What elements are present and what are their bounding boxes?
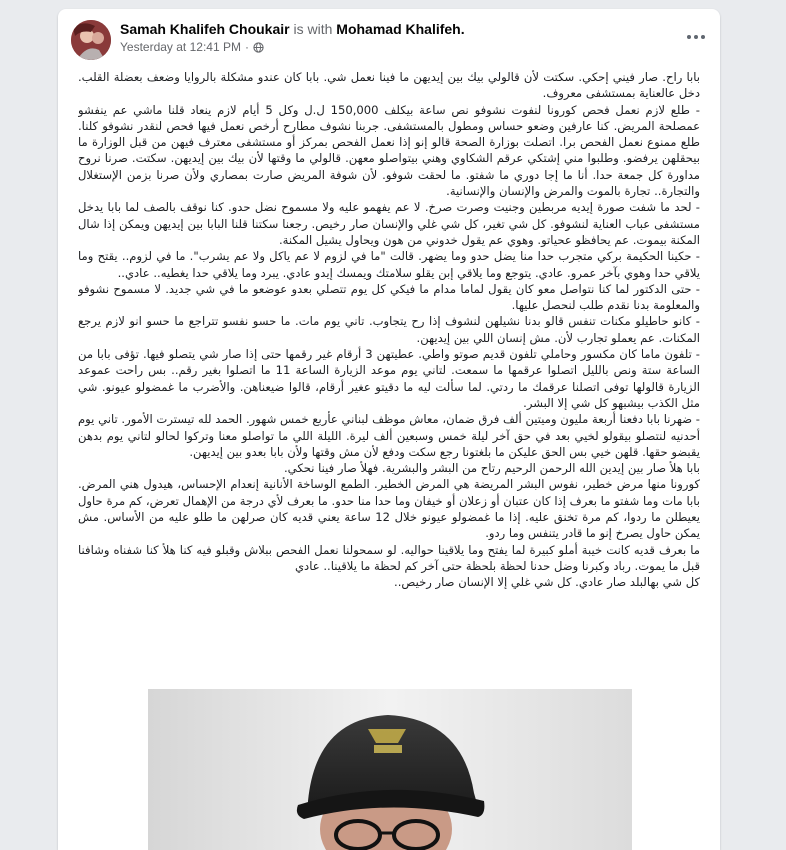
post-meta — [120, 40, 264, 54]
with-text: is with — [293, 21, 333, 37]
post-paragraph: - كانو حاطيلو مكنات تنفس قالو بدنا نشيلهن لنشوف إذا رح يتجاوب. تاني يوم مات. ما حسو نفسو تتراجع ما حسو انو لازم يرجع المكنات. عم يعملو تجارب لأن. مش إنسان اللي بين إيديهن. — [78, 314, 700, 345]
avatar-image — [71, 20, 111, 60]
post-paragraph: بابا راح. صار فيني إحكي. سكتت لأن قالولي بيك بين إيديهن ما فينا نعمل شي. بابا كان عندو مشكلة بالروايا وضعف بعضلة القلب. دخل عالعناية بمستشفى معروف. — [78, 70, 700, 101]
photo-image — [148, 689, 632, 850]
author-name[interactable]: Samah Khalifeh Choukair — [120, 21, 290, 37]
post-paragraph: - حتى الدكتور لما كنا نتواصل معو كان يقول لماما مدام ما فيكي كل يوم تتصلي بعدو عوضعو ما في شي جديد. لا مسموح نشوفو والمعلومة بدنا نقدم طلب لنحصل عليها. — [78, 281, 700, 313]
post-card — [58, 9, 720, 850]
post-photo[interactable] — [148, 689, 632, 850]
tagged-person[interactable]: Mohamad Khalifeh. — [336, 21, 465, 37]
post-paragraph: - تلفون ماما كان مكسور وحاملي تلفون قديم صوتو واطي. عطيتهن 3 أرقام غير رقمها حتى إذا صار شي يتصلو فيها. تؤفى بابا من الساعة ستة ونص بالليل اتصلوا عرقمها ما سمعت. لتاني يوم موعد الزيارة الساعة 11 ما اتصلوا بغير رقم.. بس راحت عموعد الزيارة قالولها توفى اتصلنا عرقمك ما ردتي. لما سألت ليه ما دقيتو عغير أرقام، قالوا ضيعناهن. والأضرب ما غمضولو عيونو. شي مثل الكذب بيشبهو كل شي إلا البشر. — [78, 347, 700, 410]
post-paragraph: كورونا منها مرض خطير، نفوس البشر المريضة هي المرض الخطير. الطمع الوساخة الأنانية إنعدام الإحساس، هيدول هني المرض. بابا مات وما شفتو ما بعرف إذا كان عتبان أو زعلان أو خيفان وما حدا منا حدو. ما بعرف لأي درجة من الإهمال تعرض، كم مرة حاول يعيطلن ما ردوا، كم مرة تخنق عليه. إذا ما غمضولو عيونو خلال 12 ساعة يعني قديه كان صرلهن ما طلو عليه من الأساس. مش يمكن حاول يصرخ إنو ما قادر يتنفس وما ردو. — [78, 477, 700, 541]
post-paragraph: - ضهرنا بابا دفعنا أربعة مليون وميتين ألف فرق ضمان، معاش موظف لبناني عأربع خمس شهور. الحمد لله تيسترت الأمور. تاني يوم أحدنيه لنتصلو بيقولو لخيي بعد في حق آخر ليلة خمس وسبعين ألف ليرة. الليلة اللي ما تواصلو معنا وتركوا لحالو لتاني يوم بدهن يقبضو حقها. قلهن خيي بس الحق عليكن ما بلغتونا رجع سكت ودفع لأن مش وقتها ولأن بابا بعدو بين إيديهن. — [78, 412, 700, 459]
meta-separator: · — [244, 40, 249, 54]
post-paragraph: بابا هلأ صار بين إيدين الله الرحمن الرحيم رتاح من البشر والبشرية. فهلأ صار فينا نحكي. — [283, 461, 700, 476]
post-paragraph: كل شي بهالبلد صار عادي. كل شي غلي إلا الإنسان صار رخيص.. — [394, 575, 700, 590]
author-line — [120, 21, 465, 37]
post-paragraph: - حكينا الحكيمة بركي متجرب حدا منا يضل حدو وما يضهر. قالت "ما في لزوم لا عم ياكل ولا عم يشرب". ما في لزوم.. يقتح وما يلاقي حدا وهوي بآخر عمرو. عادي. يتوجع وما يلاقي إبن يقلو سلامتك ويمسك إيدو عادي. يبرد وما يلاقي حدا يغطيه.. عادي.. — [78, 249, 700, 280]
post-paragraph: - لحد ما شفت صورة إيديه مربطين وجنيت وصرت صرخ. لا عم يفهمو عليه ولا مسموح نضل حدو. كنا نوقف بالصف لما بابا يدخل مستشفى عباب العناية لنشوفو. كل شي تغير، كل شي غلي والإنسان صار رخيص. رجعنا سكتنا قلنا البابا بين إيديهن ويمكن إذا شال المكنة بيموت. عم يحافظو عحياتو. وهوي عم يقول خدوني من هون ويحاول يشيل المكنة. — [78, 200, 700, 247]
post-timestamp[interactable]: Yesterday at 12:41 PM — [120, 40, 241, 54]
author-avatar[interactable] — [71, 20, 111, 60]
post-paragraph: - طلع لازم نعمل فحص كورونا لنفوت نشوفو نص ساعة بيكلف 150,000 ل.ل وكل 5 أيام لازم ينعاد قلنا ماشي عم ينفشو عمصلحة المريض. كنا عارفين وضعو حساس ومطول بالمستشفى. جربنا نشوف مطارح أرخص نعمل فيها فحص لنقدر نشوفو كلنا. طلع ممنوع نعمل الفحص برا. اتصلت بوزارة الصحة قالو إنو إذا نعمل الفحص بمركز أو مستشفى معترف فيهن من قبل الوزارة ما بيحقلهن يرفضو. وطلبوا مني إشتكي عرقم الشكاوي وهني بيتواصلو معهن. قالولي ما وقتها لأن بيك بين إيديهن. سكتت. صرنا نروح مداورة كل جمعة حدا. أنا ما إجا دوري ما شفتو. ما لحقت شوفو. لأن شوفة المريض صارت بمصاري ولأن صرنا بزمن الإستغلال والتجارة.. تجارة بالموت والمرض والإنسان والإنسانية. — [78, 102, 700, 199]
more-options-icon[interactable] — [684, 25, 708, 49]
post-body — [78, 69, 700, 679]
globe-icon[interactable] — [253, 42, 264, 53]
post-header — [58, 9, 720, 69]
post-paragraph: ما بعرف قديه كانت خيبة أملو كبيرة لما يفتح وما يلاقينا حواليه. لو سمحولنا نعمل الفحص ببلاش وقبلو فيه كنا هلأ كنا شفناه وشافنا قبل ما يموت. رباد وكبرنا وضل حدنا لحظة بلحظة حتى آخر كم لحظة ما يلاقينا.. عادي — [78, 542, 700, 573]
